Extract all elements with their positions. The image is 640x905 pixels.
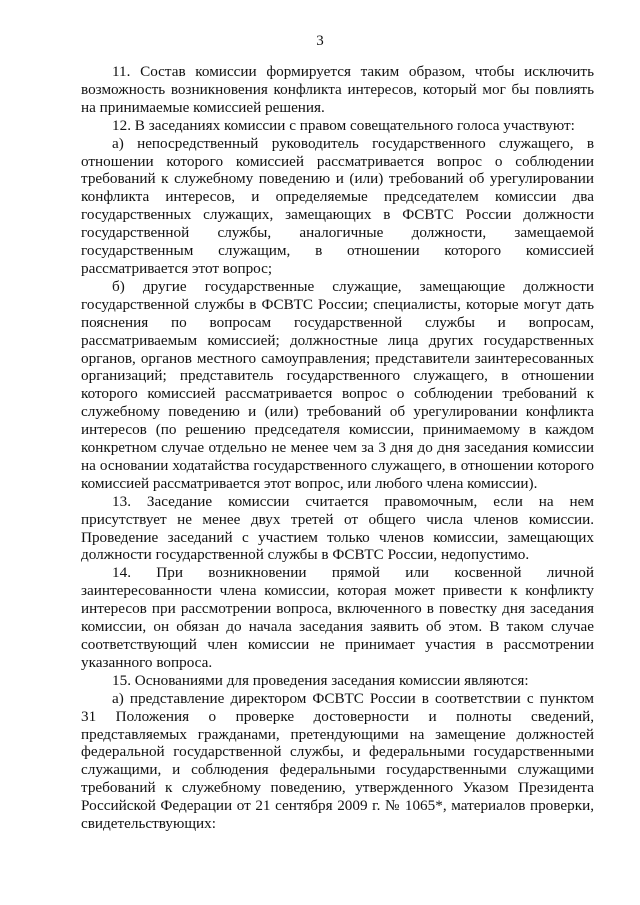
page-number: 3 [316, 33, 324, 49]
paragraph-12: 12. В заседаниях комиссии с правом совещательного голоса участвуют: [112, 116, 575, 134]
paragraph-15-a: а) представление директором ФСВТС России в соответствии с пунктом 31 Положения о проверке достоверности и полноты сведений, представляемых гражданами, претендующими на замещение должностей федеральной государственной службы, и федеральными государственными служащими, и соблюдения федеральными государственными служащими требований к служебному поведению, утвержденного Указом Президента Российской Федерации от 21 сентября 2009 г. № 1065*, материалов проверки, свидетельствующих: [81, 689, 594, 833]
paragraph-15: 15. Основаниями для проведения заседания комиссии являются: [112, 671, 529, 689]
paragraph-12-a: а) непосредственный руководитель государственного служащего, в отношении которого комиссией рассматривается вопрос о соблюдении требований к служебному поведению и (или) требований об урегулировании конфликта интересов, и определяемые председателем комиссии два государственных служащих, замещающих в ФСВТС России должности государственной службы, аналогичные должности, замещаемой государственным служащим, в отношении которого комиссией рассматривается этот вопрос; [81, 134, 594, 277]
paragraph-11: 11. Состав комиссии формируется таким образом, чтобы исключить возможность возникновения конфликта интересов, который мог бы повлиять на принимаемые комиссией решения. [81, 63, 594, 116]
document-body [81, 63, 594, 833]
paragraph-12-b: б) другие государственные служащие, замещающие должности государственной службы в ФСВТС России; специалисты, которые могут дать пояснения по вопросам государственной службы и вопросам, рассматриваемым комиссией; должностные лица других государственных органов, органов местного самоуправления; представители заинтересованных организаций; представитель государственного служащего, в отношении которого комиссией рассматривается вопрос о соблюдении требований к служебному поведению и (или) требований об урегулировании конфликта интересов (по решению председателя комиссии, принимаемому в каждом конкретном случае отдельно не менее чем за 3 дня до дня заседания комиссии на основании ходатайства государственного служащего, в отношении которого комиссией рассматривается этот вопрос, или любого члена комиссии). [81, 277, 594, 492]
paragraph-13: 13. Заседание комиссии считается правомочным, если на нем присутствует не менее двух третей от общего числа членов комиссии. Проведение заседаний с участием только членов комиссии, замещающих должности государственной службы в ФСВТС России, недопустимо. [81, 492, 594, 564]
paragraph-14: 14. При возникновении прямой или косвенной личной заинтересованности члена комиссии, которая может привести к конфликту интересов при рассмотрении вопроса, включенного в повестку дня заседания комиссии, он обязан до начала заседания заявить об этом. В таком случае соответствующий член комиссии не принимает участия в рассмотрении указанного вопроса. [81, 564, 594, 671]
